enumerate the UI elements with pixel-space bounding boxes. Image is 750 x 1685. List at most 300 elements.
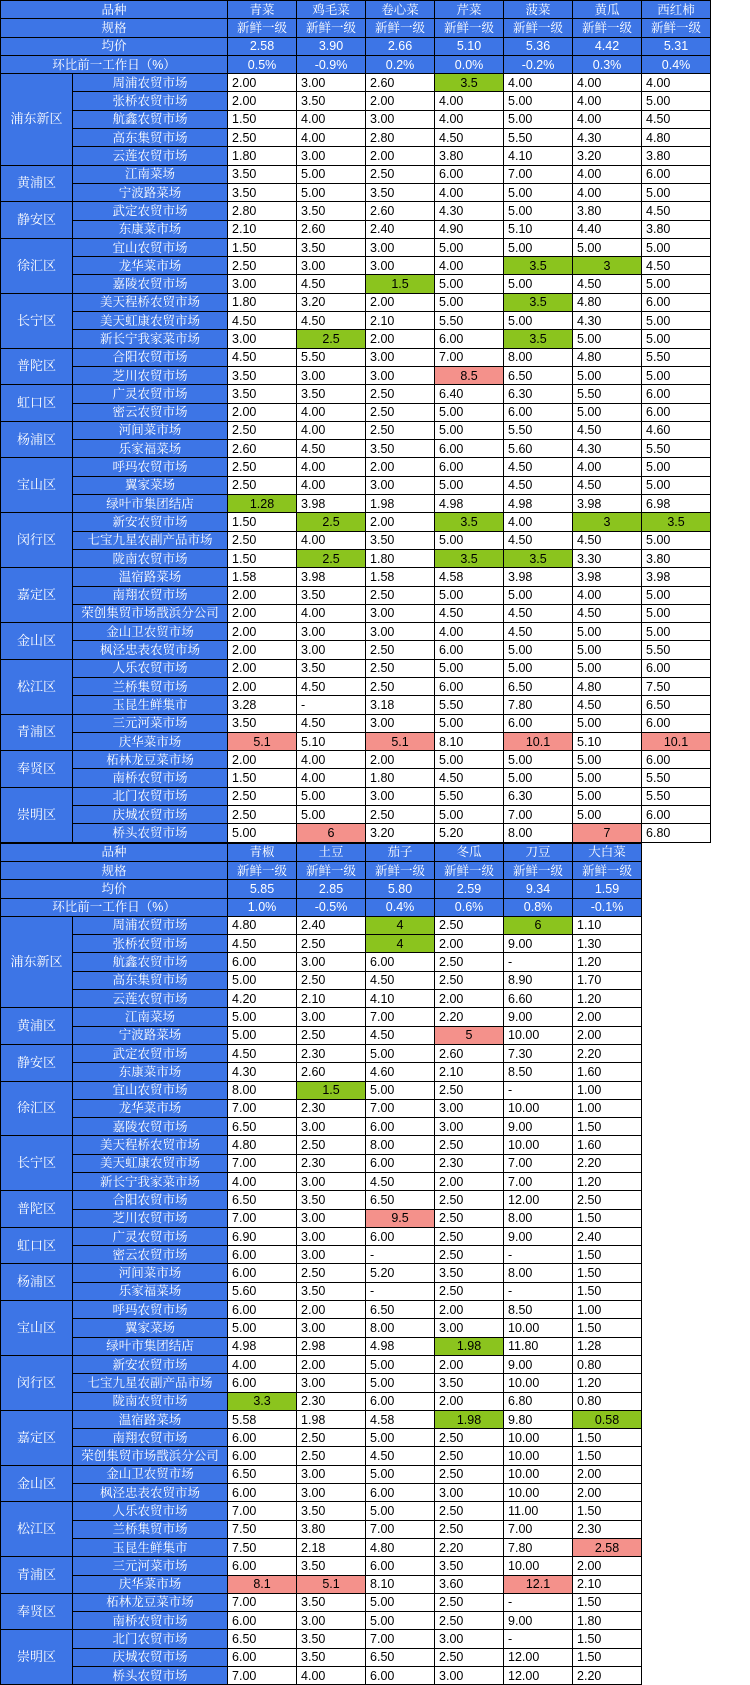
avg-price: 9.34 xyxy=(504,880,573,898)
price-cell: 4.50 xyxy=(504,458,573,476)
price-cell-low: 3.5 xyxy=(504,330,573,348)
price-cell: 6.60 xyxy=(504,990,573,1008)
market-name: 周浦农贸市场 xyxy=(73,74,228,92)
price-cell: 4.90 xyxy=(435,220,504,238)
market-name: 绿叶市集团结店 xyxy=(73,1337,228,1355)
price-cell: 4.00 xyxy=(297,458,366,476)
price-cell: 3.80 xyxy=(642,220,711,238)
district-label: 崇明区 xyxy=(1,1630,73,1685)
price-cell: 6.50 xyxy=(228,1118,297,1136)
price-cell: 3.00 xyxy=(297,1227,366,1245)
price-cell: 10.00 xyxy=(504,1099,573,1117)
change-pct: -0.2% xyxy=(504,55,573,73)
price-cell: 1.50 xyxy=(573,1282,642,1300)
price-cell: 2.50 xyxy=(228,787,297,805)
price-cell-high: 5.1 xyxy=(366,732,435,750)
price-cell: 4.80 xyxy=(228,1136,297,1154)
table-row xyxy=(1,1319,642,1337)
price-cell: 2.30 xyxy=(297,1392,366,1410)
price-cell-high: 10.1 xyxy=(504,732,573,750)
price-cell: 3.00 xyxy=(297,1173,366,1191)
header-label-variety: 品种 xyxy=(1,1,228,19)
change-pct: 0.6% xyxy=(435,898,504,916)
price-cell: 3.00 xyxy=(435,1484,504,1502)
price-cell: 7.50 xyxy=(642,677,711,695)
price-cell: 1.70 xyxy=(573,971,642,989)
table-row xyxy=(1,1337,642,1355)
price-cell: 3.50 xyxy=(297,1502,366,1520)
price-cell: 4.00 xyxy=(573,92,642,110)
market-name: 张桥农贸市场 xyxy=(73,935,228,953)
price-cell: 9.00 xyxy=(504,1355,573,1373)
price-cell-low: 1.5 xyxy=(297,1081,366,1099)
table-row xyxy=(1,1136,642,1154)
table-row xyxy=(1,275,711,293)
price-cell: 7.00 xyxy=(366,1520,435,1538)
price-cell: - xyxy=(504,1282,573,1300)
table-row xyxy=(1,1538,642,1556)
price-cell: 6.00 xyxy=(228,1429,297,1447)
price-cell: 6.00 xyxy=(228,1447,297,1465)
price-cell: 4.50 xyxy=(573,275,642,293)
table-row xyxy=(1,806,711,824)
table-row xyxy=(1,1667,642,1685)
price-cell: 4.80 xyxy=(642,129,711,147)
table-row xyxy=(1,366,711,384)
price-cell: 7.00 xyxy=(504,806,573,824)
price-cell-low: 3.5 xyxy=(435,513,504,531)
market-name: 宜山农贸市场 xyxy=(73,1081,228,1099)
price-cell: 7.50 xyxy=(228,1520,297,1538)
avg-price: 4.42 xyxy=(573,37,642,55)
price-cell: 3.00 xyxy=(228,275,297,293)
price-cell: 2.50 xyxy=(297,1136,366,1154)
price-cell: 6.00 xyxy=(228,1374,297,1392)
price-cell: 4.00 xyxy=(297,403,366,421)
market-name: 翼家菜场 xyxy=(73,476,228,494)
price-cell: 10.00 xyxy=(504,1484,573,1502)
district-label: 嘉定区 xyxy=(1,568,73,623)
table-row xyxy=(1,1063,642,1081)
produce-name: 鸡毛菜 xyxy=(297,1,366,19)
market-name: 金山卫农贸市场 xyxy=(73,623,228,641)
price-cell: 2.50 xyxy=(435,1081,504,1099)
district-label: 普陀区 xyxy=(1,348,73,385)
price-cell: 3.00 xyxy=(297,147,366,165)
market-name: 荣创集贸市场戬浜分公司 xyxy=(73,604,228,622)
price-cell: 6.30 xyxy=(504,385,573,403)
price-cell: 6.00 xyxy=(228,953,297,971)
table-row xyxy=(1,1081,642,1099)
market-name: 航鑫农贸市场 xyxy=(73,953,228,971)
table-row xyxy=(1,824,711,842)
price-cell: 3.00 xyxy=(366,348,435,366)
price-cell: 5.50 xyxy=(435,696,504,714)
price-cell: 4.50 xyxy=(642,257,711,275)
price-cell: 4.50 xyxy=(435,769,504,787)
table-row xyxy=(1,330,711,348)
market-name: 庆华菜市场 xyxy=(73,1575,228,1593)
spec-label: 新鲜一级 xyxy=(573,19,642,37)
price-cell: 3.50 xyxy=(435,1264,504,1282)
avg-price: 2.85 xyxy=(297,880,366,898)
price-cell: 5.00 xyxy=(228,1319,297,1337)
district-label: 徐汇区 xyxy=(1,238,73,293)
price-cell: 4.50 xyxy=(573,476,642,494)
district-label: 徐汇区 xyxy=(1,1081,73,1136)
price-cell: 5.00 xyxy=(573,787,642,805)
price-cell: 1.50 xyxy=(228,110,297,128)
price-cell: 3.00 xyxy=(366,476,435,494)
price-cell: 3.50 xyxy=(297,92,366,110)
price-cell: 2.10 xyxy=(228,220,297,238)
price-cell: 5.00 xyxy=(504,92,573,110)
price-cell: 8.10 xyxy=(366,1575,435,1593)
price-cell: 12.00 xyxy=(504,1667,573,1685)
price-cell: 3.50 xyxy=(297,385,366,403)
price-cell: 6.00 xyxy=(642,385,711,403)
price-cell: 5.00 xyxy=(642,275,711,293)
table-row xyxy=(1,513,711,531)
price-cell: 3.98 xyxy=(297,495,366,513)
price-cell: 2.50 xyxy=(297,1429,366,1447)
price-cell: 3.00 xyxy=(297,1209,366,1227)
price-cell: 5.50 xyxy=(642,641,711,659)
price-cell: 5.00 xyxy=(573,751,642,769)
price-cell: 6.00 xyxy=(366,1154,435,1172)
avg-price: 2.59 xyxy=(435,880,504,898)
price-cell: 6.00 xyxy=(642,293,711,311)
price-cell: 3.00 xyxy=(435,1118,504,1136)
price-cell: 6.00 xyxy=(228,1557,297,1575)
market-name: 陇南农贸市场 xyxy=(73,1392,228,1410)
price-cell: 3.20 xyxy=(573,147,642,165)
price-cell: 2.00 xyxy=(366,751,435,769)
price-cell-low: 3 xyxy=(573,513,642,531)
price-cell-low: 3.5 xyxy=(504,549,573,567)
price-cell: - xyxy=(504,1593,573,1611)
price-cell: 1.50 xyxy=(228,549,297,567)
price-cell: 3.00 xyxy=(297,1319,366,1337)
price-cell: 8.00 xyxy=(504,348,573,366)
price-cell: 2.60 xyxy=(435,1044,504,1062)
price-cell: 2.00 xyxy=(228,74,297,92)
price-cell: 1.50 xyxy=(573,1648,642,1666)
district-label: 青浦区 xyxy=(1,714,73,751)
produce-name: 土豆 xyxy=(297,843,366,861)
change-pct: 0.2% xyxy=(366,55,435,73)
price-cell: 3.00 xyxy=(366,623,435,641)
price-cell: 4.00 xyxy=(435,257,504,275)
price-cell: 4.00 xyxy=(504,513,573,531)
price-cell: 9.80 xyxy=(504,1410,573,1428)
price-cell: 10.00 xyxy=(504,1557,573,1575)
price-cell: 6.00 xyxy=(642,403,711,421)
price-cell: 4.00 xyxy=(297,531,366,549)
price-cell: 5.00 xyxy=(435,238,504,256)
price-cell: 4.00 xyxy=(297,476,366,494)
price-cell: 3.80 xyxy=(435,147,504,165)
market-name: 陇南农贸市场 xyxy=(73,549,228,567)
price-cell: 1.00 xyxy=(573,1099,642,1117)
price-cell: 4.00 xyxy=(504,74,573,92)
price-cell: 3.50 xyxy=(228,165,297,183)
price-cell: 4.50 xyxy=(642,110,711,128)
header-label-change: 环比前一工作日（%） xyxy=(1,898,228,916)
price-cell: 4.00 xyxy=(297,110,366,128)
market-name: 江南菜场 xyxy=(73,1008,228,1026)
price-cell: 5.00 xyxy=(435,659,504,677)
price-cell: 2.00 xyxy=(366,513,435,531)
market-name: 河间菜市场 xyxy=(73,421,228,439)
price-cell: 5.00 xyxy=(504,769,573,787)
price-cell: 2.00 xyxy=(228,623,297,641)
price-cell: 5.00 xyxy=(504,312,573,330)
table-row xyxy=(1,238,711,256)
price-cell: 5.00 xyxy=(435,421,504,439)
price-cell: 6.40 xyxy=(435,385,504,403)
district-label: 闵行区 xyxy=(1,1355,73,1410)
header-row-variety xyxy=(1,1,711,19)
market-name: 温宿路菜场 xyxy=(73,568,228,586)
price-cell: 4.00 xyxy=(642,74,711,92)
table-row xyxy=(1,1575,642,1593)
price-cell: 3.20 xyxy=(366,824,435,842)
price-cell: 4.50 xyxy=(297,677,366,695)
price-cell: 1.20 xyxy=(573,990,642,1008)
table-row xyxy=(1,220,711,238)
produce-name: 青菜 xyxy=(228,1,297,19)
price-cell: 3.00 xyxy=(297,953,366,971)
market-name: 七宝九星农副产品市场 xyxy=(73,531,228,549)
price-cell: 5.00 xyxy=(504,183,573,201)
district-label: 普陀区 xyxy=(1,1191,73,1228)
produce-name: 青椒 xyxy=(228,843,297,861)
price-cell: 2.40 xyxy=(297,916,366,934)
price-cell: 5.00 xyxy=(366,1429,435,1447)
market-name: 南桥农贸市场 xyxy=(73,1612,228,1630)
spec-label: 新鲜一级 xyxy=(504,861,573,879)
price-cell: 5.00 xyxy=(228,971,297,989)
change-pct: 0.4% xyxy=(642,55,711,73)
price-cell: 4.50 xyxy=(573,531,642,549)
price-cell: 4.98 xyxy=(504,495,573,513)
price-cell: 4.50 xyxy=(366,1026,435,1044)
market-name: 枫泾忠表农贸市场 xyxy=(73,1484,228,1502)
price-cell: 3.00 xyxy=(366,604,435,622)
price-cell: 5.00 xyxy=(573,403,642,421)
avg-price: 5.80 xyxy=(366,880,435,898)
price-cell: 10.00 xyxy=(504,1374,573,1392)
price-cell: 3.60 xyxy=(435,1575,504,1593)
price-cell: 6.00 xyxy=(504,714,573,732)
price-cell: 9.00 xyxy=(504,935,573,953)
price-cell: 1.50 xyxy=(573,1593,642,1611)
price-cell: 7.00 xyxy=(366,1630,435,1648)
table-row xyxy=(1,440,711,458)
table-row xyxy=(1,1008,642,1026)
price-cell: 2.60 xyxy=(366,74,435,92)
price-cell: 2.00 xyxy=(228,604,297,622)
table-row xyxy=(1,1557,642,1575)
price-cell: 6.50 xyxy=(228,1630,297,1648)
price-cell-low: 0.58 xyxy=(573,1410,642,1428)
market-name: 美天虹康农贸市场 xyxy=(73,312,228,330)
avg-price: 2.58 xyxy=(228,37,297,55)
district-label: 长宁区 xyxy=(1,1136,73,1191)
price-cell: 12.00 xyxy=(504,1648,573,1666)
price-cell: 5.00 xyxy=(297,806,366,824)
table-row xyxy=(1,293,711,311)
avg-price: 5.85 xyxy=(228,880,297,898)
price-cell-high: 6 xyxy=(297,824,366,842)
table-row xyxy=(1,1648,642,1666)
price-cell: 6.50 xyxy=(228,1465,297,1483)
market-name: 嘉陵农贸市场 xyxy=(73,1118,228,1136)
spec-label: 新鲜一级 xyxy=(504,19,573,37)
price-cell: 6.00 xyxy=(642,659,711,677)
market-name: 武定农贸市场 xyxy=(73,202,228,220)
price-cell: 8.00 xyxy=(366,1319,435,1337)
change-pct: -0.1% xyxy=(573,898,642,916)
market-name: 乐家福菜场 xyxy=(73,1282,228,1300)
district-label: 黄浦区 xyxy=(1,165,73,202)
price-cell: 1.50 xyxy=(228,238,297,256)
price-cell: 5.00 xyxy=(228,824,297,842)
price-cell: 2.20 xyxy=(435,1008,504,1026)
price-cell: 0.80 xyxy=(573,1355,642,1373)
price-cell: 2.50 xyxy=(228,421,297,439)
price-cell: 5.00 xyxy=(435,293,504,311)
market-name: 人乐农贸市场 xyxy=(73,659,228,677)
price-cell: 4.10 xyxy=(366,990,435,1008)
price-cell: 1.80 xyxy=(573,1612,642,1630)
header-label-avg: 均价 xyxy=(1,37,228,55)
market-name: 三元河菜市场 xyxy=(73,1557,228,1575)
price-cell: 7.50 xyxy=(228,1538,297,1556)
price-cell: 2.00 xyxy=(573,1484,642,1502)
change-pct: 0.3% xyxy=(573,55,642,73)
table-1-table xyxy=(0,0,711,843)
price-cell: 4.50 xyxy=(642,202,711,220)
price-cell: 4.00 xyxy=(297,1667,366,1685)
price-cell: 4.50 xyxy=(228,348,297,366)
price-cell: 2.20 xyxy=(573,1044,642,1062)
header-label-spec: 规格 xyxy=(1,19,228,37)
price-cell: 6.00 xyxy=(642,806,711,824)
market-name: 七宝九星农副产品市场 xyxy=(73,1374,228,1392)
price-cell: 5.10 xyxy=(297,732,366,750)
price-cell: 10.00 xyxy=(504,1447,573,1465)
price-cell: 6.00 xyxy=(435,677,504,695)
price-cell: 2.60 xyxy=(228,440,297,458)
table-row xyxy=(1,1227,642,1245)
price-cell: 6.00 xyxy=(366,1392,435,1410)
price-cell-low: 3.5 xyxy=(504,257,573,275)
price-cell: 5.00 xyxy=(366,1612,435,1630)
price-cell: 3.98 xyxy=(573,568,642,586)
price-cell: 4.50 xyxy=(504,476,573,494)
price-cell: 3.00 xyxy=(297,1374,366,1392)
market-name: 呼玛农贸市场 xyxy=(73,458,228,476)
price-cell: 2.60 xyxy=(297,220,366,238)
district-label: 长宁区 xyxy=(1,293,73,348)
price-cell: 4.30 xyxy=(573,129,642,147)
price-cell: 2.50 xyxy=(297,1026,366,1044)
market-name: 北门农贸市场 xyxy=(73,1630,228,1648)
price-cell: 5.00 xyxy=(228,1026,297,1044)
price-cell: 7.00 xyxy=(504,1520,573,1538)
price-cell: 2.10 xyxy=(573,1575,642,1593)
price-cell: 8.50 xyxy=(504,1063,573,1081)
price-cell: 5.00 xyxy=(366,1044,435,1062)
table-row xyxy=(1,421,711,439)
price-cell: 9.00 xyxy=(504,1118,573,1136)
change-pct: 0.8% xyxy=(504,898,573,916)
price-cell: 5.00 xyxy=(366,1081,435,1099)
price-cell: 3.00 xyxy=(366,238,435,256)
price-cell: 4.30 xyxy=(228,1063,297,1081)
district-label: 浦东新区 xyxy=(1,916,73,1007)
price-cell: 2.00 xyxy=(435,1301,504,1319)
price-cell: 5.10 xyxy=(504,220,573,238)
market-name: 龙华菜市场 xyxy=(73,1099,228,1117)
market-name: 兰桥集贸市场 xyxy=(73,677,228,695)
price-cell: 7.30 xyxy=(504,1044,573,1062)
market-name: 柘林龙豆菜市场 xyxy=(73,751,228,769)
table-row xyxy=(1,257,711,275)
price-cell: 1.58 xyxy=(228,568,297,586)
header-label-variety: 品种 xyxy=(1,843,228,861)
header-row-avg xyxy=(1,37,711,55)
price-cell: 2.10 xyxy=(435,1063,504,1081)
price-cell: 9.00 xyxy=(504,1227,573,1245)
price-cell: 2.50 xyxy=(435,1502,504,1520)
price-cell: 5.00 xyxy=(573,366,642,384)
price-cell: 5.00 xyxy=(504,238,573,256)
table-row xyxy=(1,971,642,989)
price-cell: 2.20 xyxy=(573,1154,642,1172)
price-cell: 5.00 xyxy=(504,659,573,677)
header-row-avg xyxy=(1,880,642,898)
table-row xyxy=(1,74,711,92)
price-cell: 2.30 xyxy=(573,1520,642,1538)
price-cell: 4.30 xyxy=(573,440,642,458)
price-cell: 4.80 xyxy=(366,1538,435,1556)
price-cell: 6.00 xyxy=(435,641,504,659)
price-cell: 2.00 xyxy=(366,147,435,165)
price-cell: 5.00 xyxy=(573,238,642,256)
price-cell: 2.18 xyxy=(297,1538,366,1556)
price-cell: 2.50 xyxy=(435,1520,504,1538)
price-cell: 5.60 xyxy=(504,440,573,458)
price-cell: 2.30 xyxy=(297,1044,366,1062)
market-name: 美天虹康农贸市场 xyxy=(73,1154,228,1172)
price-cell: 4.50 xyxy=(504,623,573,641)
price-cell: 1.30 xyxy=(573,935,642,953)
price-cell: 2.50 xyxy=(366,165,435,183)
price-cell: 2.50 xyxy=(435,1429,504,1447)
price-cell: 3.00 xyxy=(435,1319,504,1337)
price-cell: 3.50 xyxy=(366,440,435,458)
table-row xyxy=(1,586,711,604)
price-cell: 1.60 xyxy=(573,1136,642,1154)
price-cell: 2.30 xyxy=(297,1099,366,1117)
price-cell: 4.00 xyxy=(435,92,504,110)
table-row xyxy=(1,1026,642,1044)
price-cell: 5.00 xyxy=(297,787,366,805)
table-row xyxy=(1,110,711,128)
